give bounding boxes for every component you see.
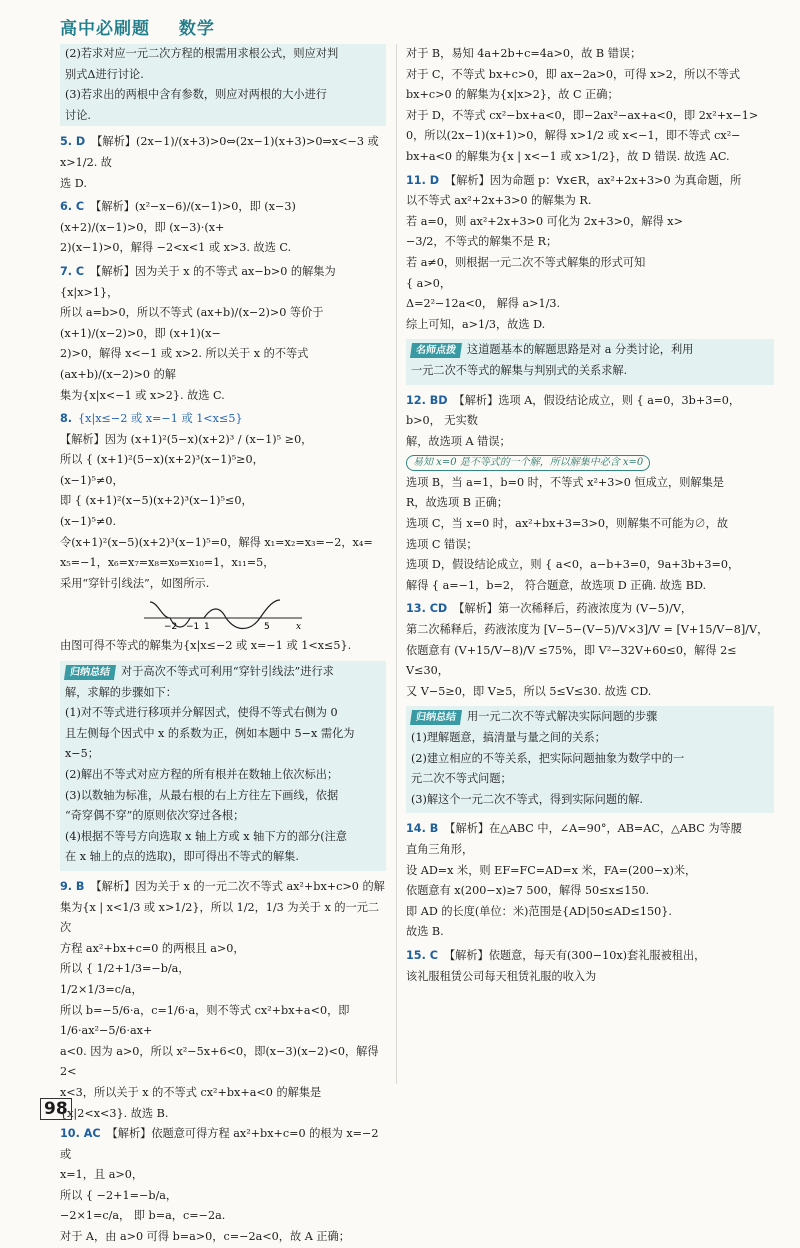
tip-tag: 名师点拨 <box>410 343 462 358</box>
problem-number: 8. <box>60 412 73 426</box>
text-line: 所以 { 1/2+1/3=−b/a， <box>60 962 190 976</box>
summary-box-2 <box>406 706 774 813</box>
text-line: 【解析】选项 A，假设结论成立，则 { a=0，3b+3=0，b>0， 无实数 <box>406 393 741 428</box>
text-line: 集为{x | x<1/3 或 x>1/2}，所以 1/2，1/3 为关于 x 的一元二次 <box>60 900 380 935</box>
text-line: { a>0， <box>406 276 452 290</box>
text-line: 直角三角形， <box>406 842 474 856</box>
text-line: 所以 { (x+1)²(5−x)(x+2)³(x−1)⁵≥0， <box>60 453 264 467</box>
text-line: 讨论. <box>65 108 91 122</box>
text-line: “奇穿偶不穿”的原则依次穿过各根； <box>65 809 245 823</box>
text-line: 1/2×1/3=c/a， <box>60 982 143 996</box>
text-line: 即 AD 的长度(单位：米)范围是{AD|50≤AD≤150}. <box>406 904 672 918</box>
text-line: 综上可知，a>1/3，故选 D. <box>406 317 546 331</box>
text-line: 对于高次不等式可利用“穿针引线法”进行求 <box>121 665 334 679</box>
text-line: 【解析】(2x−1)/(x+3)>0⇔(2x−1)(x+3)>0⇒x<−3 或 x>1/2. 故 <box>60 135 379 169</box>
problem-15 <box>406 946 774 987</box>
text-line: 令(x+1)²(x−5)(x+2)³(x−1)⁵=0，解得 x₁=x₂=x₃=−2，x₄= <box>60 535 373 549</box>
root-label: 5 <box>264 622 270 633</box>
text-line: 故选 B. <box>406 925 444 939</box>
problem-number: 10. AC <box>60 1127 101 1141</box>
summary-tag: 归纳总结 <box>410 710 462 725</box>
text-line: 以不等式 ax²+2x+3>0 的解集为 R. <box>406 194 592 208</box>
text-line: (2)建立相应的不等关系，把实际问题抽象为数学中的一 <box>411 751 685 765</box>
text-line: 集为{x|x<−1 或 x>2}. 故选 C. <box>60 388 225 402</box>
problem-number: 15. C <box>406 948 438 962</box>
text-line: (1)理解题意，搞清量与量之间的关系； <box>411 731 606 744</box>
root-label: 1 <box>204 622 210 633</box>
text-line: 对于 C，不等式 bx+c>0，即 ax−2a>0，可得 x>2，所以不等式 <box>406 67 741 81</box>
text-line: 所以 { −2+1=−b/a， <box>60 1188 178 1202</box>
text-line: 2)>0，解得 x<−1 或 x>2. 所以关于 x 的不等式 (ax+b)/(x−2)>0 的解 <box>60 347 309 381</box>
page-header <box>60 14 770 39</box>
text-line: −3/2，不等式的解集不是 R； <box>406 235 558 249</box>
hint-note: 易知 x=0 是不等式的一个解，所以解集中必含 x=0 <box>406 455 650 471</box>
left-column <box>60 44 386 1248</box>
text-line: 元二次不等式问题； <box>411 772 512 786</box>
problem-7 <box>60 262 386 406</box>
root-label: −1 <box>186 622 200 633</box>
problem-10 <box>60 1124 386 1248</box>
text-line: 【解析】因为命题 p：∀x∈R，ax²+2x+3>0 为真命题，所 <box>445 173 742 187</box>
text-line: Δ=2²−12a<0， 解得 a>1/3. <box>406 297 561 311</box>
text-line: 对于 B，易知 4a+2b+c=4a>0，故 B 错误； <box>406 47 642 60</box>
text-line: 第二次稀释后，药液浓度为 [V−5−(V−5)/V×3]/V = [V+15/V−8]/V， <box>406 623 769 637</box>
text-line: R，故选项 B 正确； <box>406 496 509 510</box>
text-line: 即 { (x+1)²(x−5)(x+2)³(x−1)⁵≤0， <box>60 494 253 508</box>
text-line: 若 a≠0，则根据一元二次不等式解集的形式可知 <box>406 255 646 269</box>
text-line: x=1，且 a>0， <box>60 1168 144 1182</box>
text-line: 这道题基本的解题思路是对 a 分类讨论，利用 <box>467 343 694 357</box>
text-line: (2)解出不等式对应方程的所有根并在数轴上依次标出； <box>65 768 339 781</box>
text-line: 所以 a=b>0，所以不等式 (ax+b)/(x−2)>0 等价于 (x+1)/(x−2)>0，即 (x+1)(x− <box>60 306 324 340</box>
problem-12 <box>406 391 774 597</box>
text-line: 又 V−5≥0，即 V≥5，所以 5≤V≤30. 故选 CD. <box>406 684 652 698</box>
text-line: 2)(x−1)>0，解得 −2<x<1 或 x>3. 故选 C. <box>60 241 292 255</box>
text-line: (3)以数轴为标准，从最右根的右上方往左下画线，依据 <box>65 788 339 802</box>
text-line: 且左侧每个因式中 x 的系数为正，例如本题中 5−x 需化为 <box>65 726 355 740</box>
text-line: 设 AD=x 米，则 EF=FC=AD=x 米，FA=(200−x)米， <box>406 863 697 877</box>
text-line: 对于 A，由 a>0 可得 b=a>0，c=−2a<0，故 A 正确； <box>60 1230 350 1244</box>
problem-9 <box>60 877 386 1124</box>
text-line: (3)解这个一元二次不等式，得到实际问题的解. <box>411 792 643 806</box>
problem-5 <box>60 132 386 194</box>
text-line: 该礼服租赁公司每天租赁礼服的收入为 <box>406 969 597 983</box>
text-line: 别式Δ进行讨论. <box>65 67 144 81</box>
text-line: a<0. 因为 a>0，所以 x²−5x+6<0，即(x−3)(x−2)<0，解得 2< <box>60 1044 379 1079</box>
text-line: 【解析】依题意，每天有(300−10x)套礼服被租出， <box>443 948 706 962</box>
text-line: 在 x 轴上的点的选取)，即可得出不等式的解集. <box>65 850 299 864</box>
text-line: 选项 D，假设结论成立，则 { a<0，a−b+3=0，9a+3b+3=0， <box>406 558 740 572</box>
intro-box <box>60 44 386 126</box>
summary-tag: 归纳总结 <box>64 665 116 680</box>
text-line: 【解析】因为关于 x 的不等式 ax−b>0 的解集为{x|x>1}， <box>60 264 336 299</box>
text-line: 选项 C 错误； <box>406 537 478 551</box>
subject-title: 数学 <box>178 19 215 39</box>
text-line: 解，求解的步骤如下： <box>65 685 177 699</box>
text-line: 采用“穿针引线法”，如图所示. <box>60 576 210 590</box>
text-line: 【解析】因为 (x+1)²(5−x)(x+2)³ / (x−1)⁵ ≥0， <box>60 432 313 446</box>
page-number: 98 <box>40 1098 72 1120</box>
text-line: 选项 B，当 a=1，b=0 时，不等式 x²+3>0 恒成立，则解集是 <box>406 475 724 489</box>
problem-number: 9. B <box>60 879 85 893</box>
problem-number: 5. D <box>60 135 86 149</box>
problem-number: 11. D <box>406 173 439 187</box>
text-line: (2)若求对应一元二次方程的根需用求根公式，则应对判 <box>65 47 339 60</box>
answer-text: {x|x≤−2 或 x=−1 或 1<x≤5} <box>78 412 243 426</box>
text-line: 选 D. <box>60 176 87 190</box>
text-line: (4)根据不等号方向选取 x 轴上方或 x 轴下方的部分(注意 <box>65 829 347 843</box>
text-line: 由图可得不等式的解集为{x|x≤−2 或 x=−1 或 1<x≤5}. <box>60 639 352 653</box>
text-line: 解得 { a=−1，b=2， 符合题意，故选项 D 正确. 故选 BD. <box>406 578 707 592</box>
text-line: 用一元二次不等式解决实际问题的步骤 <box>467 710 658 724</box>
text-line: 一元二次不等式的解集与判别式的关系求解. <box>411 363 628 377</box>
problem-number: 14. B <box>406 822 439 836</box>
text-line: 【解析】因为关于 x 的一元二次不等式 ax²+bx+c>0 的解 <box>90 879 385 893</box>
text-line: 0，所以(2x−1)(x+1)>0，解得 x>1/2 或 x<−1，即不等式 cx²− <box>406 129 741 143</box>
problem-6 <box>60 197 386 259</box>
text-line: 选项 C，当 x=0 时，ax²+bx+3=3>0，则解集不可能为∅，故 <box>406 517 729 531</box>
problem-14 <box>406 819 774 943</box>
text-line: (x−1)⁵≠0， <box>60 473 124 487</box>
text-line: bx+a<0 的解集为{x | x<−1 或 x>1/2}，故 D 错误. 故选 AC. <box>406 149 730 163</box>
text-line: V≤30， <box>406 664 449 678</box>
column-divider <box>396 44 397 1084</box>
text-line: (x−1)⁵≠0. <box>60 515 117 529</box>
text-line: 【解析】在△ABC 中，∠A=90°，AB=AC，△ABC 为等腰 <box>444 822 742 836</box>
problem-8 <box>60 409 386 657</box>
text-line: 【解析】依题意可得方程 ax²+bx+c=0 的根为 x=−2 或 <box>60 1127 379 1161</box>
teacher-tip-box <box>406 339 774 384</box>
root-label: −2 <box>164 622 178 633</box>
sign-chart-curve <box>140 596 310 634</box>
text-line: x₅=−1，x₆=x₇=x₈=x₉=x₁₀=1，x₁₁=5， <box>60 556 275 570</box>
text-line: 解，故选项 A 错误； <box>406 434 511 448</box>
text-line: (3)若求出的两根中含有参数，则应对两根的大小进行 <box>65 88 327 102</box>
problem-number: 7. C <box>60 264 85 278</box>
text-line: x−5； <box>65 747 99 761</box>
text-line: 依题意有 (V+15/V−8)/V ≤75%，即 V²−32V+60≤0，解得 2≤ <box>406 643 737 657</box>
problem-11 <box>406 171 774 336</box>
problem-number: 12. BD <box>406 393 448 407</box>
text-line: bx+c>0 的解集为{x|x>2}，故 C 正确； <box>406 88 619 102</box>
problem-10-continued <box>406 44 774 168</box>
problem-number: 6. C <box>60 200 85 214</box>
text-line: 【解析】(x²−x−6)/(x−1)>0，即 (x−3)(x+2)/(x−1)>0，即 (x−3)·(x+ <box>60 200 296 234</box>
text-line: x<3，所以关于 x 的不等式 cx²+bx+a<0 的解集是{x|2<x<3}. 故选 B. <box>60 1085 322 1120</box>
text-line: 方程 ax²+bx+c=0 的两根且 a>0， <box>60 941 245 955</box>
text-line: 【解析】第一次稀释后，药液浓度为 (V−5)/V， <box>453 602 693 616</box>
axis-label: x <box>296 622 302 633</box>
book-title: 高中必刷题 <box>60 19 150 39</box>
text-line: −2×1=c/a， 即 b=a，c=−2a. <box>60 1209 226 1223</box>
text-line: 若 a=0，则 ax²+2x+3>0 可化为 2x+3>0，解得 x> <box>406 214 683 228</box>
problem-13 <box>406 599 774 702</box>
text-line: 对于 D，不等式 cx²−bx+a<0，即−2ax²−ax+a<0，即 2x²+x−1> <box>406 108 759 122</box>
summary-box-1 <box>60 661 386 871</box>
problem-number: 13. CD <box>406 602 448 616</box>
text-line: (1)对不等式进行移项并分解因式，使得不等式右侧为 0 <box>65 706 338 720</box>
right-column <box>406 44 774 987</box>
text-line: 所以 b=−5/6·a，c=1/6·a，则不等式 cx²+bx+a<0，即 1/6·ax²−5/6·ax+ <box>60 1003 350 1038</box>
text-line: 依题意有 x(200−x)≥7 500，解得 50≤x≤150. <box>406 884 650 898</box>
